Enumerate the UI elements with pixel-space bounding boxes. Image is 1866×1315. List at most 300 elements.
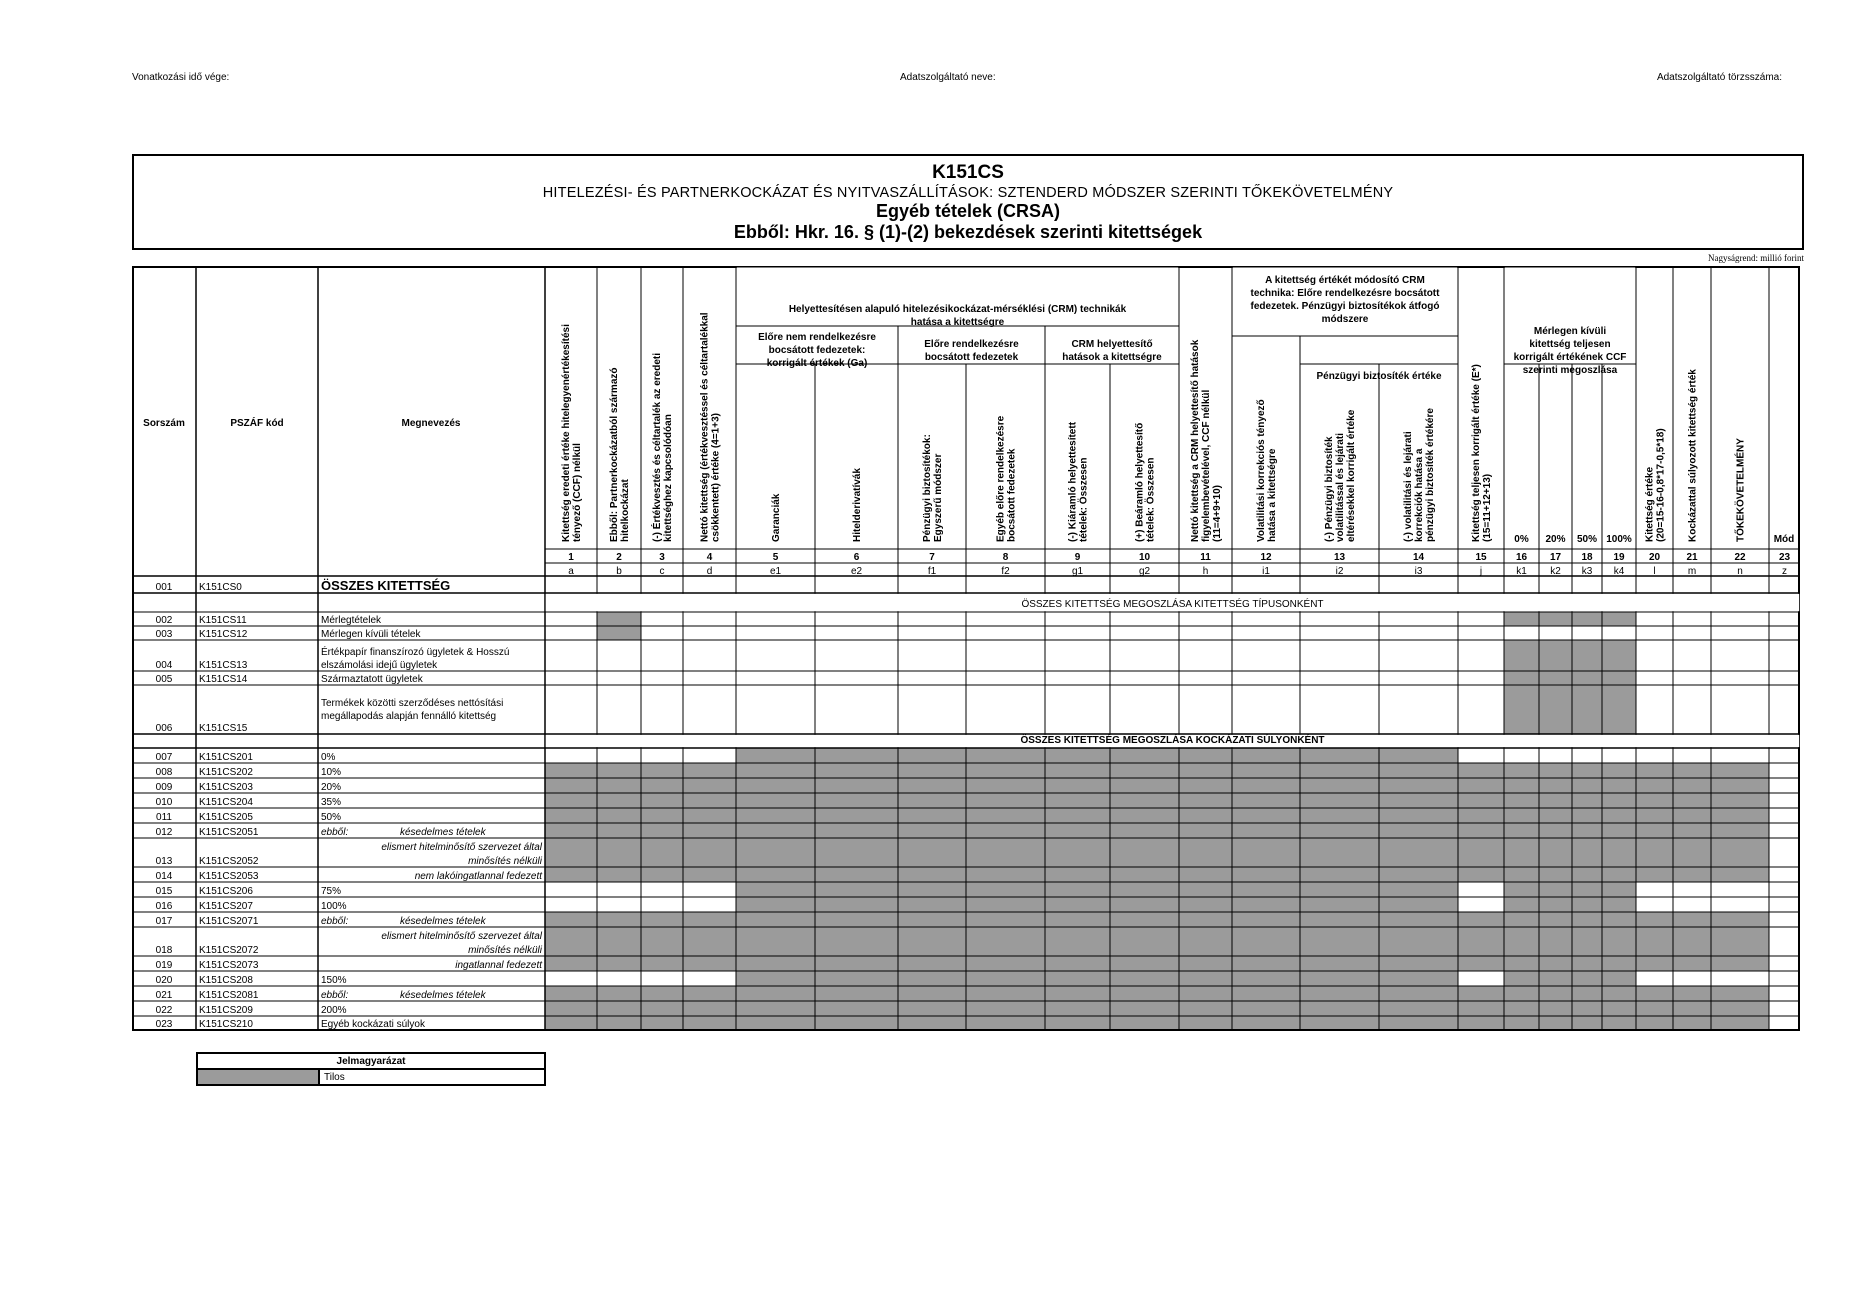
row-name: 50% (321, 812, 342, 823)
shaded-cell (1379, 748, 1458, 1030)
shaded-cell (1673, 778, 1711, 793)
header-col-7: Pénzügyi biztosítékok: (922, 434, 933, 542)
row-code: K151CS209 (199, 1005, 253, 1016)
header-col-18: 50% (1576, 534, 1598, 545)
form-code: K151CS (932, 162, 1004, 183)
header-col-8: Egyéb előre rendelkezésre (995, 415, 1007, 542)
header-col-10: tételek: Összesen (1145, 457, 1157, 542)
shaded-cell (1602, 808, 1636, 823)
header-col-3: (-) Értékvesztés és céltartalék az eredeti (652, 353, 663, 542)
row-name: 200% (321, 1005, 347, 1016)
shaded-cell (1572, 1001, 1602, 1016)
shaded-cell (898, 748, 966, 1030)
shaded-cell (1636, 1016, 1673, 1030)
row-name: Értékpapír finanszírozó ügyletek & Hosszú (321, 647, 510, 658)
shaded-cell (1504, 640, 1539, 734)
shaded-cell (1504, 1001, 1539, 1016)
shaded-cell (736, 748, 815, 1030)
column-letter: e1 (769, 566, 782, 577)
row-name: nem lakóingatlannal fedezett (414, 871, 542, 882)
row-number: 015 (155, 886, 173, 897)
header-col-22: TŐKEKÖVETELMÉNY (1735, 438, 1747, 542)
header-col-16: 0% (1514, 534, 1529, 545)
column-number: 5 (772, 552, 779, 563)
shaded-cell (683, 986, 736, 1030)
row-number: 023 (155, 1019, 173, 1030)
header-col-4: csökkentett) értéke (4=1+3) (710, 413, 722, 542)
column-number: 16 (1515, 552, 1528, 563)
provider-id-label: Adatszolgáltató törzsszáma: (1656, 72, 1782, 83)
header-col-14: (-) volatilitási és lejárati (1403, 431, 1414, 542)
row-code: K151CS2073 (199, 960, 259, 971)
shaded-cell (1602, 640, 1636, 734)
column-letter: i3 (1414, 566, 1423, 577)
column-number: 2 (616, 552, 622, 563)
shaded-cell (1539, 838, 1572, 867)
shaded-cell (1539, 956, 1572, 971)
shaded-cell (1504, 867, 1539, 882)
row-name: 20% (321, 782, 342, 793)
shaded-cell (1539, 778, 1572, 793)
row-code: K151CS14 (199, 674, 248, 685)
row-number: 001 (155, 582, 173, 593)
column-number: 21 (1686, 552, 1698, 563)
shaded-cell (1572, 927, 1602, 956)
shaded-cell (1602, 763, 1636, 778)
unit-note: Nagyságrend: millió forint (1708, 253, 1804, 263)
shaded-cell (641, 823, 683, 882)
column-number: 22 (1734, 552, 1746, 563)
column-letter: a (568, 566, 574, 577)
shaded-cell (1636, 956, 1673, 971)
shaded-cell (1572, 778, 1602, 793)
row-name: 75% (321, 886, 342, 897)
form-subtitle: Egyéb tételek (CRSA) (875, 201, 1061, 221)
header-col-19: 100% (1606, 534, 1632, 545)
shaded-cell (1602, 867, 1636, 882)
shaded-cell (1539, 971, 1572, 986)
row-name: ebből: (321, 916, 349, 927)
shaded-cell (1673, 867, 1711, 882)
shaded-cell (1711, 778, 1769, 793)
column-letter: m (1687, 566, 1697, 577)
row-code: K151CS210 (199, 1019, 253, 1030)
shaded-cell (1572, 956, 1602, 971)
row-code: K151CS206 (199, 886, 253, 897)
row-name: minősítés nélküli (468, 856, 542, 867)
shaded-cell (1504, 986, 1539, 1001)
shaded-cell (1458, 778, 1504, 793)
column-letter: b (616, 566, 622, 577)
row-number: 010 (155, 797, 173, 808)
column-letter: g2 (1138, 566, 1151, 577)
row-code: K151CS11 (199, 615, 247, 626)
shaded-cell (1711, 808, 1769, 823)
shaded-cell (1458, 956, 1504, 971)
shaded-cell (1539, 808, 1572, 823)
header-ga-group: bocsátott fedezetek: (768, 345, 866, 356)
column-letter: j (1479, 566, 1483, 577)
shaded-cell (1539, 763, 1572, 778)
row-name: Termékek közötti szerződéses nettósítási (321, 698, 504, 709)
shaded-cell (1673, 763, 1711, 778)
header-col-14: pénzügyi biztosíték értékére (1425, 408, 1436, 542)
shaded-cell (1458, 912, 1504, 927)
header-col-11: Nettó kitettség a CRM helyettesítő hatások (1190, 339, 1201, 542)
shaded-cell (1539, 1001, 1572, 1016)
column-number: 1 (568, 552, 574, 563)
row-code: K151CS205 (199, 812, 253, 823)
shaded-cell (1539, 912, 1572, 927)
header-col-13: (-) Pénzügyi biztosíték (1324, 436, 1335, 542)
row-name: késedelmes tételek (400, 916, 486, 927)
header-col-15: (15=11+12+13) (1482, 473, 1493, 542)
provider-name-label: Adatszolgáltató neve: (900, 72, 996, 83)
row-code: K151CS12 (199, 629, 248, 640)
shaded-cell (1572, 763, 1602, 778)
row-code: K151CS204 (199, 797, 253, 808)
column-letter: i2 (1335, 566, 1344, 577)
row-number: 021 (155, 990, 173, 1001)
shaded-cell (1572, 971, 1602, 986)
shaded-cell (1711, 793, 1769, 808)
header-k-group: Mérlegen kívüli (1533, 326, 1607, 337)
header-i-group: A kitettség értékét módosító CRM (1265, 275, 1425, 286)
row-name: elszámolási idejű ügyletek (321, 660, 438, 671)
header-g-group: hatások a kitettségre (1062, 352, 1162, 363)
shaded-cell (1636, 808, 1673, 823)
shaded-cell (1572, 1016, 1602, 1030)
column-number: 17 (1549, 552, 1562, 563)
shaded-cell (1711, 927, 1769, 956)
row-code: K151CS15 (199, 723, 248, 734)
row-name: ingatlannal fedezett (455, 960, 542, 971)
shaded-cell (1458, 1016, 1504, 1030)
row-name: 35% (321, 797, 342, 808)
shaded-cell (1602, 897, 1636, 912)
form-title-box (132, 154, 1804, 250)
row-name: késedelmes tételek (400, 827, 486, 838)
shaded-cell (1458, 823, 1504, 838)
row-number: 007 (155, 752, 173, 763)
row-number: 018 (155, 945, 173, 956)
header-megnevezes: Megnevezés (401, 418, 461, 429)
legend-item: Tilos (319, 1069, 545, 1085)
shaded-cell (1539, 986, 1572, 1001)
header-col-3: kitettséghez kapcsolódóan (663, 414, 674, 542)
shaded-cell (1602, 882, 1636, 897)
shaded-cell (1504, 763, 1539, 778)
header-ga-group: Előre nem rendelkezésre (758, 332, 876, 343)
column-letter: d (706, 566, 713, 577)
report-table (132, 266, 1804, 1038)
row-code: K151CS0 (199, 582, 242, 593)
shaded-cell (1539, 640, 1572, 734)
shaded-cell (1602, 956, 1636, 971)
shaded-cell (1636, 1001, 1673, 1016)
row-code: K151CS207 (199, 901, 253, 912)
shaded-cell (597, 986, 641, 1030)
shaded-cell (1636, 793, 1673, 808)
row-number: 012 (155, 827, 173, 838)
shaded-cell (1300, 748, 1379, 1030)
shaded-cell (1572, 838, 1602, 867)
row-number: 008 (155, 767, 173, 778)
shaded-cell (1504, 793, 1539, 808)
header-g-group: CRM helyettesítő (1071, 339, 1153, 350)
shaded-cell (1504, 882, 1539, 897)
row-name: ÖSSZES KITETTSÉG (321, 578, 451, 593)
shaded-cell (597, 823, 641, 882)
column-letter: e2 (850, 566, 863, 577)
shaded-cell (1636, 912, 1673, 927)
header-col-7: Egyszerű módszer (933, 453, 944, 542)
header-crm-group: hatása a kitettségre (910, 317, 1005, 328)
row-code: K151CS2072 (199, 945, 259, 956)
shaded-cell (1673, 808, 1711, 823)
row-number: 020 (155, 975, 173, 986)
header-f-group: Előre rendelkezésre (924, 339, 1019, 350)
shaded-cell (545, 986, 597, 1030)
shaded-cell (1458, 1001, 1504, 1016)
column-number: 18 (1581, 552, 1593, 563)
header-mod: Mód (1773, 534, 1795, 545)
shaded-cell (1572, 897, 1602, 912)
row-name: késedelmes tételek (400, 990, 486, 1001)
column-letter: i1 (1262, 566, 1270, 577)
column-number: 10 (1138, 552, 1151, 563)
shaded-cell (1673, 1001, 1711, 1016)
shaded-cell (1711, 823, 1769, 838)
period-label: Vonatkozási idő vége: (132, 72, 230, 83)
row-name: elismert hitelminősítő szervezet által (381, 931, 542, 942)
shaded-cell (1711, 763, 1769, 778)
shaded-cell (1602, 778, 1636, 793)
row-number: 003 (155, 629, 173, 640)
shaded-cell (1673, 986, 1711, 1001)
row-name: Mérlegtételek (321, 615, 382, 626)
shaded-cell (1572, 793, 1602, 808)
row-number: 005 (155, 674, 173, 685)
shaded-cell (966, 748, 1045, 1030)
row-number: 002 (155, 615, 173, 626)
row-code: K151CS2052 (199, 856, 259, 867)
header-k-group: szerinti megoszlása (1522, 365, 1618, 376)
row-number: 011 (156, 812, 172, 823)
shaded-cell (1602, 986, 1636, 1001)
column-letter: g1 (1071, 566, 1084, 577)
header-col-9: (-) Kiáramló helyettesített (1067, 421, 1079, 542)
row-name: Származtatott ügyletek (321, 674, 423, 685)
column-letter: k2 (1550, 566, 1561, 577)
shaded-cell (1636, 838, 1673, 867)
row-code: K151CS208 (199, 975, 253, 986)
shaded-cell (1504, 612, 1539, 626)
shaded-cell (1539, 927, 1572, 956)
column-number: 7 (929, 552, 935, 563)
shaded-cell (641, 912, 683, 971)
shaded-cell (1673, 1016, 1711, 1030)
shaded-cell (1110, 748, 1179, 1030)
row-number: 013 (155, 856, 173, 867)
column-number: 3 (659, 552, 665, 563)
shaded-cell (1458, 838, 1504, 867)
form-subtitle-2: Ebből: Hkr. 16. § (1)-(2) bekezdések szerinti kitettségek (733, 222, 1203, 242)
column-letter: l (1653, 566, 1656, 577)
legend-title: Jelmagyarázat (197, 1053, 545, 1069)
shaded-cell (1504, 808, 1539, 823)
column-letter: k3 (1581, 566, 1593, 577)
column-letter: z (1782, 566, 1787, 577)
shaded-cell (1673, 838, 1711, 867)
shaded-cell (1539, 793, 1572, 808)
row-number: 004 (155, 660, 173, 671)
shaded-cell (1602, 793, 1636, 808)
shaded-cell (1539, 882, 1572, 897)
row-name: ebből: (321, 827, 349, 838)
shaded-cell (1711, 1001, 1769, 1016)
header-k-group: korrigált értékének CCF (1513, 352, 1627, 363)
header-col-20: (20=15-16-0,8*17-0,5*18) (1655, 428, 1667, 542)
row-number: 016 (155, 901, 173, 912)
header-col-6: Hitelderivatívák (852, 468, 863, 542)
shaded-cell (1504, 778, 1539, 793)
shaded-cell (545, 823, 597, 882)
shaded-cell (1504, 1016, 1539, 1030)
shaded-cell (1045, 748, 1110, 1030)
shaded-cell (1673, 823, 1711, 838)
header-i-group: fedezetek. Pénzügyi biztosítékok átfogó (1250, 301, 1440, 312)
column-number: 19 (1613, 552, 1625, 563)
shaded-cell (815, 748, 898, 1030)
row-code: K151CS2051 (199, 827, 259, 838)
header-col-9: tételek: Összesen (1078, 457, 1090, 542)
row-name: 0% (321, 752, 336, 763)
column-letter: f1 (927, 566, 937, 577)
shaded-cell (1539, 823, 1572, 838)
header-i-sub: Pénzügyi biztosíték értéke (1316, 371, 1442, 382)
column-number: 14 (1412, 552, 1425, 563)
row-code: K151CS2053 (199, 871, 259, 882)
shaded-cell (1602, 612, 1636, 626)
shaded-cell (1602, 823, 1636, 838)
shaded-cell (683, 912, 736, 971)
header-col-21: Kockázattal súlyozott kitettség érték (1687, 369, 1699, 542)
shaded-cell (1711, 986, 1769, 1001)
row-code: K151CS201 (199, 752, 253, 763)
column-number: 8 (1002, 552, 1009, 563)
shaded-cell (545, 912, 597, 971)
column-number: 23 (1778, 552, 1791, 563)
shaded-cell (1711, 912, 1769, 927)
shaded-cell (1711, 867, 1769, 882)
row-name: 10% (321, 767, 342, 778)
header-ga-group: korrigált értékek (Ga) (766, 358, 868, 369)
column-number: 11 (1200, 552, 1211, 563)
shaded-cell (1572, 912, 1602, 927)
shaded-cell (1539, 612, 1572, 626)
header-col-8: bocsátott fedezetek (1006, 448, 1018, 542)
shaded-cell (1572, 867, 1602, 882)
header-col-20: Kitettség értéke (1644, 466, 1656, 542)
header-sorszam: Sorszám (143, 418, 185, 429)
header-col-13: eltérésekkel korrigált értéke (1346, 409, 1357, 542)
row-code: K151CS2071 (199, 916, 259, 927)
shaded-cell (1504, 912, 1539, 927)
section-title: ÖSSZES KITETTSÉG MEGOSZLÁSA KOCKÁZATI SÚLYONKÉNT (1020, 735, 1325, 746)
row-code: K151CS2081 (199, 990, 259, 1001)
row-code: K151CS203 (199, 782, 253, 793)
shaded-cell (1602, 912, 1636, 927)
section-title: ÖSSZES KITETTSÉG MEGOSZLÁSA KITETTSÉG TÍPUSONKÉNT (1021, 599, 1324, 610)
header-pszaf: PSZÁF kód (230, 418, 284, 429)
shaded-cell (1179, 748, 1232, 1030)
column-letter: n (1737, 566, 1743, 577)
shaded-cell (1636, 867, 1673, 882)
header-crm-group: Helyettesítésen alapuló hitelezésikockázat-mérséklési (CRM) technikák (788, 304, 1127, 315)
legend-table (196, 1052, 546, 1086)
row-code: K151CS202 (199, 767, 253, 778)
header-col-2: Ebből: Partnerkockázatból származó (609, 367, 620, 542)
row-code: K151CS13 (199, 660, 248, 671)
shaded-cell (1602, 1016, 1636, 1030)
shaded-cell (1504, 823, 1539, 838)
column-number: 6 (853, 552, 860, 563)
column-number: 15 (1475, 552, 1487, 563)
shaded-cell (1636, 927, 1673, 956)
row-name: elismert hitelminősítő szervezet által (381, 842, 542, 853)
row-name: Mérlegen kívüli tételek (321, 629, 421, 640)
header-k-group: kitettség teljesen (1529, 339, 1611, 350)
shaded-cell (1572, 612, 1602, 626)
shaded-cell (1458, 763, 1504, 778)
row-number: 014 (155, 871, 173, 882)
column-letter: k1 (1516, 566, 1527, 577)
shaded-cell (1636, 778, 1673, 793)
shaded-cell (1504, 927, 1539, 956)
shaded-cell (1636, 763, 1673, 778)
row-number: 006 (155, 723, 173, 734)
shaded-cell (1458, 793, 1504, 808)
shaded-cell (1673, 956, 1711, 971)
column-letter: h (1202, 566, 1209, 577)
column-number: 20 (1648, 552, 1661, 563)
shaded-cell (1673, 912, 1711, 927)
header-col-13: volatilitással és lejárati (1335, 433, 1346, 542)
header-col-14: korrekciók hatása a (1414, 448, 1425, 542)
shaded-cell (1539, 867, 1572, 882)
column-letter: k4 (1613, 566, 1625, 577)
shaded-cell (1539, 1016, 1572, 1030)
row-name: megállapodás alapján fennálló kitettség (321, 711, 497, 722)
shaded-cell (1504, 897, 1539, 912)
header-f-group: bocsátott fedezetek (924, 352, 1019, 363)
header-col-12: hatása a kitettségre (1267, 448, 1278, 542)
header-col-10: (+) Beáramló helyettesítő (1134, 422, 1146, 542)
row-number: 017 (155, 916, 173, 927)
header-col-1: Kitettség eredeti értéke hitelegyenértékesítési (561, 324, 572, 542)
header-col-5: Garanciák (771, 493, 782, 542)
shaded-cell (1504, 956, 1539, 971)
shaded-cell (641, 986, 683, 1030)
row-name: Egyéb kockázati súlyok (321, 1019, 425, 1030)
header-col-2: hitelkockázat (620, 479, 631, 542)
shaded-cell (1458, 808, 1504, 823)
shaded-cell (1572, 808, 1602, 823)
shaded-cell (1504, 971, 1539, 986)
header-i-group: technika: Előre rendelkezésre bocsátott (1250, 288, 1440, 299)
shaded-cell (1232, 748, 1300, 1030)
